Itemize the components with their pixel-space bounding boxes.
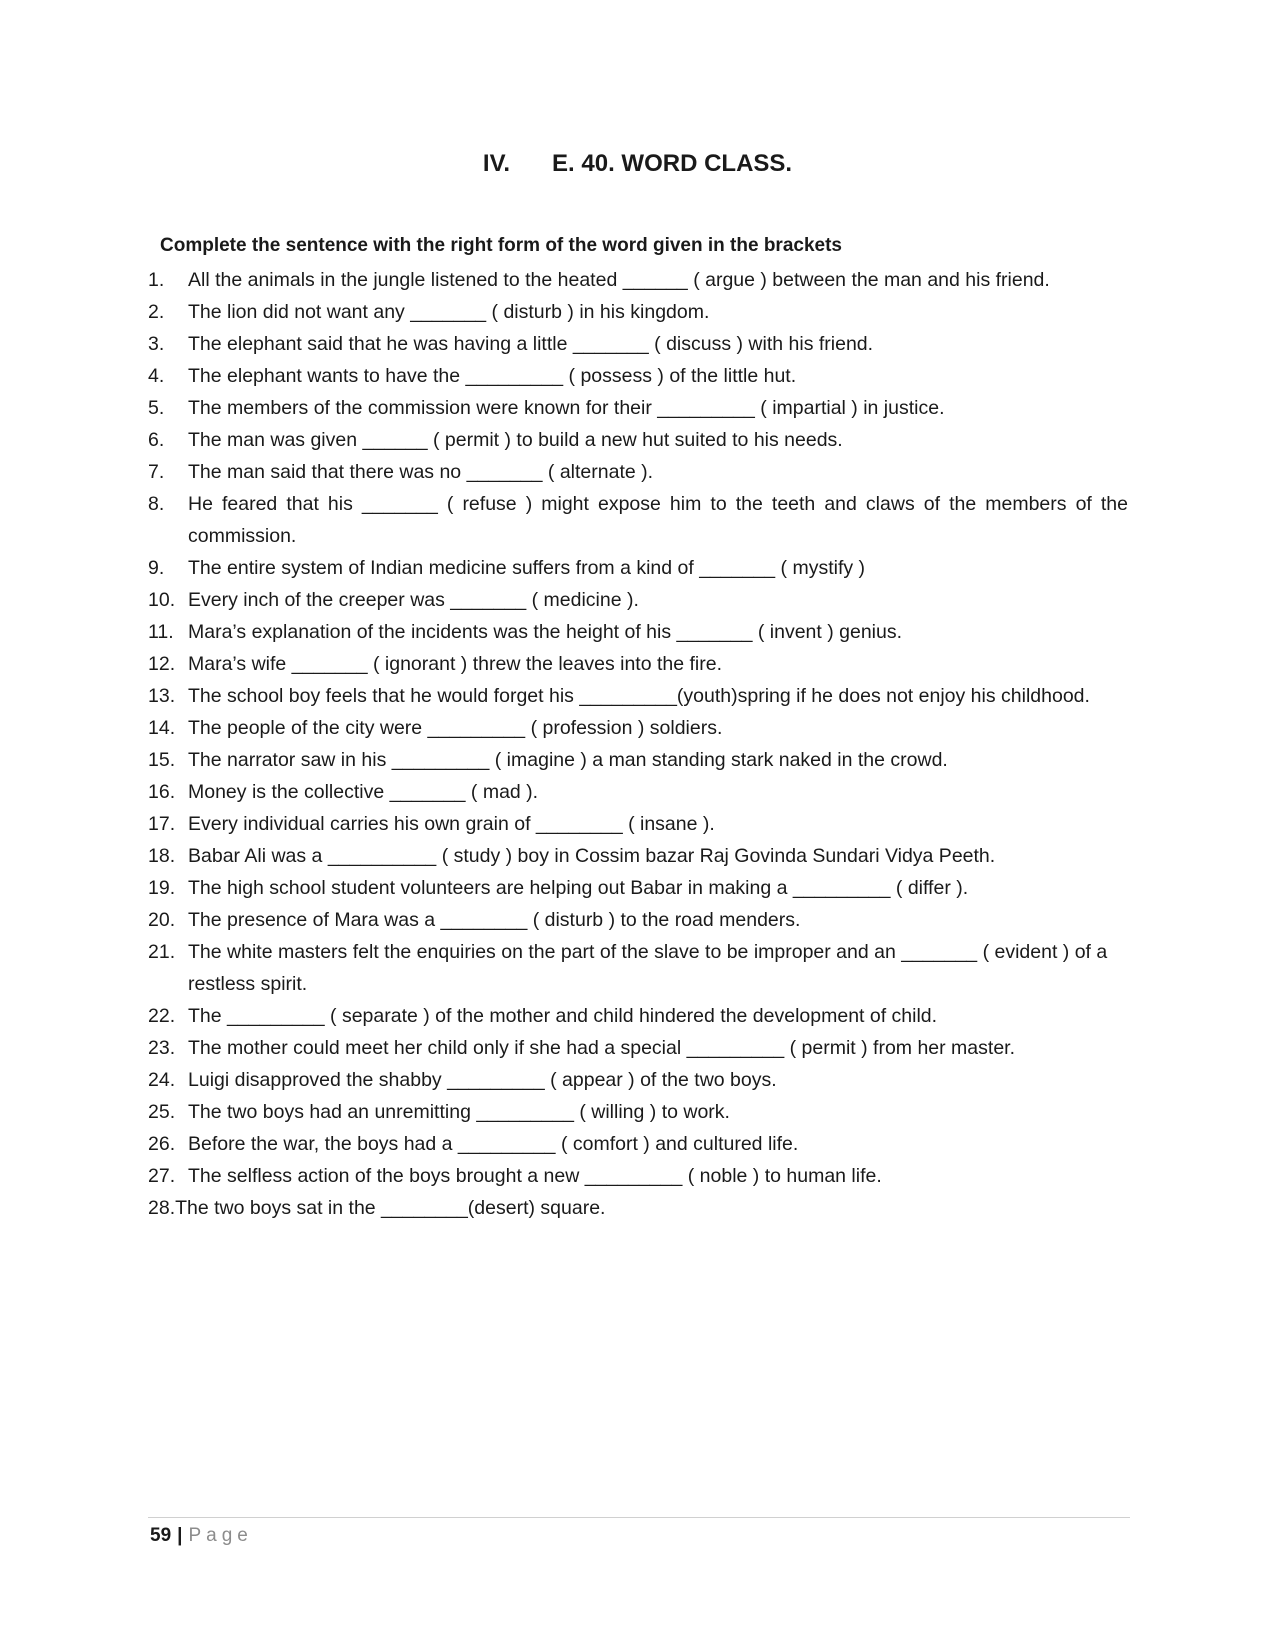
item-number: 23. [148, 1037, 176, 1059]
list-item [148, 360, 1128, 392]
item-number: 12. [148, 653, 176, 675]
item-number: 25. [148, 1101, 176, 1123]
item-text: The _________ ( separate ) of the mother and child hindered the development of child. [188, 1005, 938, 1027]
list-item [148, 296, 1128, 328]
footer-divider [148, 1517, 1130, 1518]
item-number: 10. [148, 589, 176, 611]
item-text: The people of the city were _________ ( profession ) soldiers. [188, 717, 723, 739]
item-number: 14. [148, 717, 176, 739]
item-number: 13. [148, 685, 176, 707]
item-number: 7. [148, 461, 165, 483]
list-item [148, 712, 1128, 744]
list-item [148, 648, 1128, 680]
item-text: Luigi disapproved the shabby _________ ( appear ) of the two boys. [188, 1069, 777, 1091]
item-text: Money is the collective _______ ( mad ). [188, 781, 539, 803]
item-text: Every individual carries his own grain of ________ ( insane ). [188, 813, 715, 835]
item-text: The presence of Mara was a ________ ( disturb ) to the road menders. [188, 909, 801, 931]
item-number: 27. [148, 1165, 176, 1187]
item-number: 2. [148, 301, 165, 323]
list-item [148, 1096, 1128, 1128]
item-text: Babar Ali was a __________ ( study ) boy in Cossim bazar Raj Govinda Sundari Vidya Peeth. [188, 845, 996, 867]
item-number: 20. [148, 909, 176, 931]
item-number: 5. [148, 397, 165, 419]
item-number: 11. [148, 621, 174, 643]
item-text: He feared that his _______ ( refuse ) might expose him to the teeth and claws of the members of the commission. [188, 493, 1128, 547]
item-text: The high school student volunteers are helping out Babar in making a _________ ( differ ). [188, 877, 969, 899]
list-item [148, 936, 1128, 1000]
item-number: 24. [148, 1069, 176, 1091]
item-text: The selfless action of the boys brought a new _________ ( noble ) to human life. [188, 1165, 882, 1187]
list-item [148, 744, 1128, 776]
list-item [148, 1032, 1128, 1064]
list-item [148, 808, 1128, 840]
item-number: 17. [148, 813, 176, 835]
item-text: All the animals in the jungle listened to the heated ______ ( argue ) between the man and his friend. [188, 269, 1050, 291]
list-item [148, 680, 1128, 712]
list-item [148, 456, 1128, 488]
page-heading [0, 150, 1275, 178]
item-text: The elephant said that he was having a little _______ ( discuss ) with his friend. [188, 333, 874, 355]
item-text: Before the war, the boys had a _________ ( comfort ) and cultured life. [188, 1133, 799, 1155]
item-text: The mother could meet her child only if she had a special _________ ( permit ) from her master. [188, 1037, 1015, 1059]
item-number: 18. [148, 845, 176, 867]
exercise-list [148, 264, 1128, 1224]
list-item [148, 904, 1128, 936]
list-item [148, 488, 1128, 552]
item-number: 26. [148, 1133, 176, 1155]
instruction-text: Complete the sentence with the right form of the word given in the brackets [160, 235, 842, 256]
item-text: The elephant wants to have the _________ ( possess ) of the little hut. [188, 365, 797, 387]
item-number: 6. [148, 429, 165, 451]
item-text: The white masters felt the enquiries on the part of the slave to be improper and an _______ ( evident ) of a restless spirit. [188, 941, 1108, 995]
list-item [148, 616, 1128, 648]
item-number: 15. [148, 749, 176, 771]
list-item [148, 776, 1128, 808]
item-number: 19. [148, 877, 176, 899]
section-number: IV. [482, 150, 511, 177]
item-text: The two boys had an unremitting _________ ( willing ) to work. [188, 1101, 730, 1123]
item-number: 8. [148, 493, 165, 515]
footer-separator: | [177, 1525, 183, 1546]
list-item [148, 328, 1128, 360]
item-text: Mara’s explanation of the incidents was the height of his _______ ( invent ) genius. [188, 621, 903, 643]
list-item [148, 1128, 1128, 1160]
item-text: Every inch of the creeper was _______ ( medicine ). [188, 589, 639, 611]
item-number: 1. [148, 269, 165, 291]
item-text: The members of the commission were known for their _________ ( impartial ) in justice. [188, 397, 945, 419]
list-item [148, 392, 1128, 424]
item-number: 3. [148, 333, 165, 355]
page-footer [150, 1525, 253, 1547]
item-number: 9. [148, 557, 165, 579]
list-item [148, 1160, 1128, 1192]
list-item [148, 424, 1128, 456]
list-item [148, 552, 1128, 584]
list-item [148, 1000, 1128, 1032]
item-text: The man said that there was no _______ ( alternate ). [188, 461, 654, 483]
item-text: The narrator saw in his _________ ( imagine ) a man standing stark naked in the crowd. [188, 749, 948, 771]
item-text: The school boy feels that he would forget his _________(youth)spring if he does not enjoy his childhood. [188, 685, 1090, 707]
list-item [148, 840, 1128, 872]
list-item [148, 1064, 1128, 1096]
item-number: 22. [148, 1005, 176, 1027]
page-number: 59 [150, 1525, 172, 1546]
list-item [148, 872, 1128, 904]
list-item-28: 28.The two boys sat in the ________(desert) square. [148, 1197, 606, 1219]
item-text: The man was given ______ ( permit ) to build a new hut suited to his needs. [188, 429, 843, 451]
item-text: The entire system of Indian medicine suffers from a kind of _______ ( mystify ) [188, 557, 866, 579]
exercise-title: E. 40. WORD CLASS. [552, 150, 793, 177]
item-text: Mara’s wife _______ ( ignorant ) threw the leaves into the fire. [188, 653, 723, 675]
item-number: 16. [148, 781, 176, 803]
item-text: The lion did not want any _______ ( disturb ) in his kingdom. [188, 301, 710, 323]
item-number: 4. [148, 365, 165, 387]
item-number: 21. [148, 941, 176, 963]
list-item [148, 264, 1128, 296]
page-label: Page [188, 1525, 253, 1546]
list-item [148, 584, 1128, 616]
